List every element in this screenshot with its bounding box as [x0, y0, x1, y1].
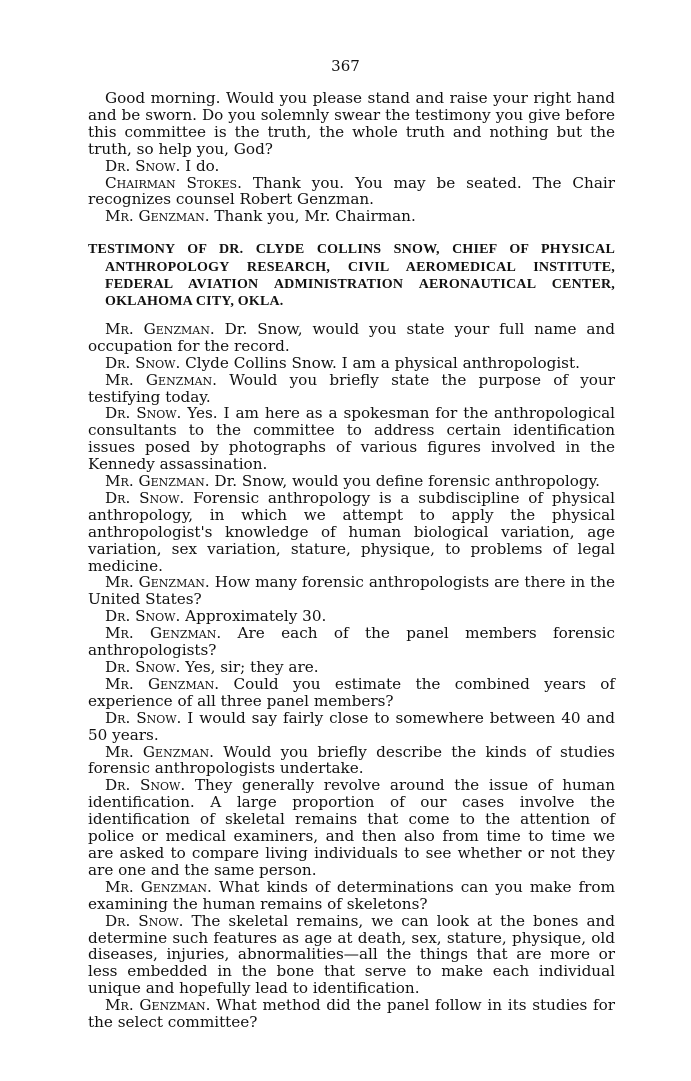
- paragraph-text: Yes, sir; they are.: [180, 658, 319, 676]
- speaker-name: Dr. Snow.: [105, 404, 182, 423]
- speaker-name: Mr. Genzman.: [105, 624, 222, 643]
- transcript-paragraph: [88, 913, 615, 998]
- paragraph-text: Forensic anthropology is a subdiscipline of physical anthropology, in which we attempt to apply the physical anthropologist's knowledge of human biological variation, age variation, sex variation, stature, physique, to problems of legal medicine.: [88, 488, 615, 575]
- transcript-paragraph: [88, 659, 615, 676]
- paragraph-text: Thank you, Mr. Chairman.: [209, 207, 416, 226]
- transcript-paragraph: [88, 175, 615, 209]
- transcript-paragraph: [88, 490, 615, 575]
- speaker-name: Mr. Genzman.: [105, 996, 211, 1015]
- speaker-name: Dr. Snow.: [105, 708, 182, 727]
- paragraph-text: I would say fairly close to somewhere between 40 and 50 years.: [88, 708, 616, 744]
- testimony-heading: TESTIMONY OF DR. CLYDE COLLINS SNOW, CHIEF OF PHYSICAL ANTHROPOLOGY RESEARCH, CIVIL AEROMEDICAL INSTITUTE, FEDERAL AVIATION ADMINISTRATION AERONAUTICAL CENTER, OKLAHOMA CITY, OKLA.: [88, 242, 615, 310]
- paragraph-text: Thank you. You may be seated. The Chair recognizes counsel Robert Genzman.: [88, 173, 615, 209]
- speaker-name: Mr. Genzman.: [105, 742, 214, 761]
- page-number: 367: [331, 57, 360, 75]
- speaker-name: Dr. Snow.: [105, 156, 181, 175]
- speaker-name: Mr. Genzman.: [105, 472, 210, 491]
- transcript-paragraph: [88, 625, 615, 659]
- transcript-paragraph: [88, 777, 615, 878]
- transcript-paragraph: [88, 473, 615, 490]
- transcript-paragraph: [88, 158, 615, 175]
- transcript-paragraph: [88, 879, 615, 913]
- transcript-paragraph: [88, 321, 615, 355]
- transcript-paragraph: [88, 997, 615, 1031]
- speaker-name: Dr. Snow.: [105, 607, 181, 626]
- speaker-name: Mr. Genzman.: [105, 319, 215, 338]
- speaker-name: Mr. Genzman.: [105, 674, 220, 693]
- transcript-paragraph: [88, 405, 615, 473]
- paragraph-text: Dr. Snow, would you define forensic anthropology.: [209, 472, 601, 491]
- paragraph-text: Clyde Collins Snow. I am a physical anthropologist.: [180, 353, 580, 372]
- paragraph-text: How many forensic anthropologists are there in the United States?: [88, 573, 615, 609]
- testimony-exchange: [88, 321, 615, 1031]
- paragraph-text: Dr. Snow, would you state your full name and occupation for the record.: [88, 319, 615, 355]
- paragraph-text: What method did the panel follow in its studies for the select committee?: [88, 996, 615, 1032]
- speaker-name: Mr. Genzman.: [105, 207, 210, 226]
- transcript-paragraph: [88, 608, 615, 625]
- transcript-paragraph: [88, 208, 615, 225]
- transcript-paragraph: [88, 744, 615, 778]
- paragraph-text: They generally revolve around the issue of human identification. A large proportion of our cases involve the identification of skeletal remains that come to the attention of police or medical examiners, and then also from time to time we are asked to compare living individuals to see whether or not they are one and the same person.: [88, 776, 615, 879]
- paragraph-text: Would you briefly describe the kinds of studies forensic anthropologists undertake.: [88, 742, 615, 778]
- paragraph-text: What kinds of determinations can you make from examining the human remains of skeletons?: [88, 877, 615, 913]
- speaker-name: Chairman Stokes.: [105, 173, 242, 192]
- paragraph-text: Would you briefly state the purpose of your testifying today.: [88, 370, 615, 406]
- paragraph-text: The skeletal remains, we can look at the bones and determine such features as age at death, sex, stature, physique, old diseases, injuries, abnormalities—all the things that are more or less embedded in the bone that serve to make each individual unique and hopefully lead to identification.: [88, 911, 615, 998]
- opening-exchange: [88, 90, 615, 225]
- transcript-paragraph: [88, 676, 615, 710]
- paragraph-text: I do.: [180, 156, 220, 175]
- transcript-paragraph: [88, 90, 615, 158]
- paragraph-text: Yes. I am here as a spokesman for the anthropological consultants to the committee to address certain identification issues posed by photographs of various figures involved in the Kennedy assassination.: [88, 404, 615, 474]
- paragraph-text: Could you estimate the combined years of experience of all three panel members?: [88, 674, 615, 710]
- transcript-paragraph: [88, 372, 615, 406]
- transcript-paragraph: [88, 574, 615, 608]
- speaker-name: Dr. Snow.: [105, 911, 184, 930]
- speaker-name: Dr. Snow.: [105, 353, 181, 372]
- transcript-paragraph: [88, 710, 615, 744]
- speaker-name: Mr. Genzman.: [105, 877, 212, 896]
- paragraph-text: Are each of the panel members forensic anthropologists?: [88, 624, 615, 660]
- paragraph-text: Good morning. Would you please stand and raise your right hand and be sworn. Do you solemnly swear the testimony you give before this committee is the truth, the whole truth and nothing but the truth, so help you, God?: [88, 89, 615, 158]
- paragraph-text: Approximately 30.: [180, 607, 327, 626]
- speaker-name: Dr. Snow.: [105, 488, 185, 507]
- speaker-name: Dr. Snow.: [105, 658, 181, 676]
- speaker-name: Dr. Snow.: [105, 776, 186, 795]
- transcript-body: [88, 90, 615, 1031]
- speaker-name: Mr. Genzman.: [105, 370, 218, 389]
- transcript-paragraph: [88, 355, 615, 372]
- speaker-name: Mr. Genzman.: [105, 573, 210, 592]
